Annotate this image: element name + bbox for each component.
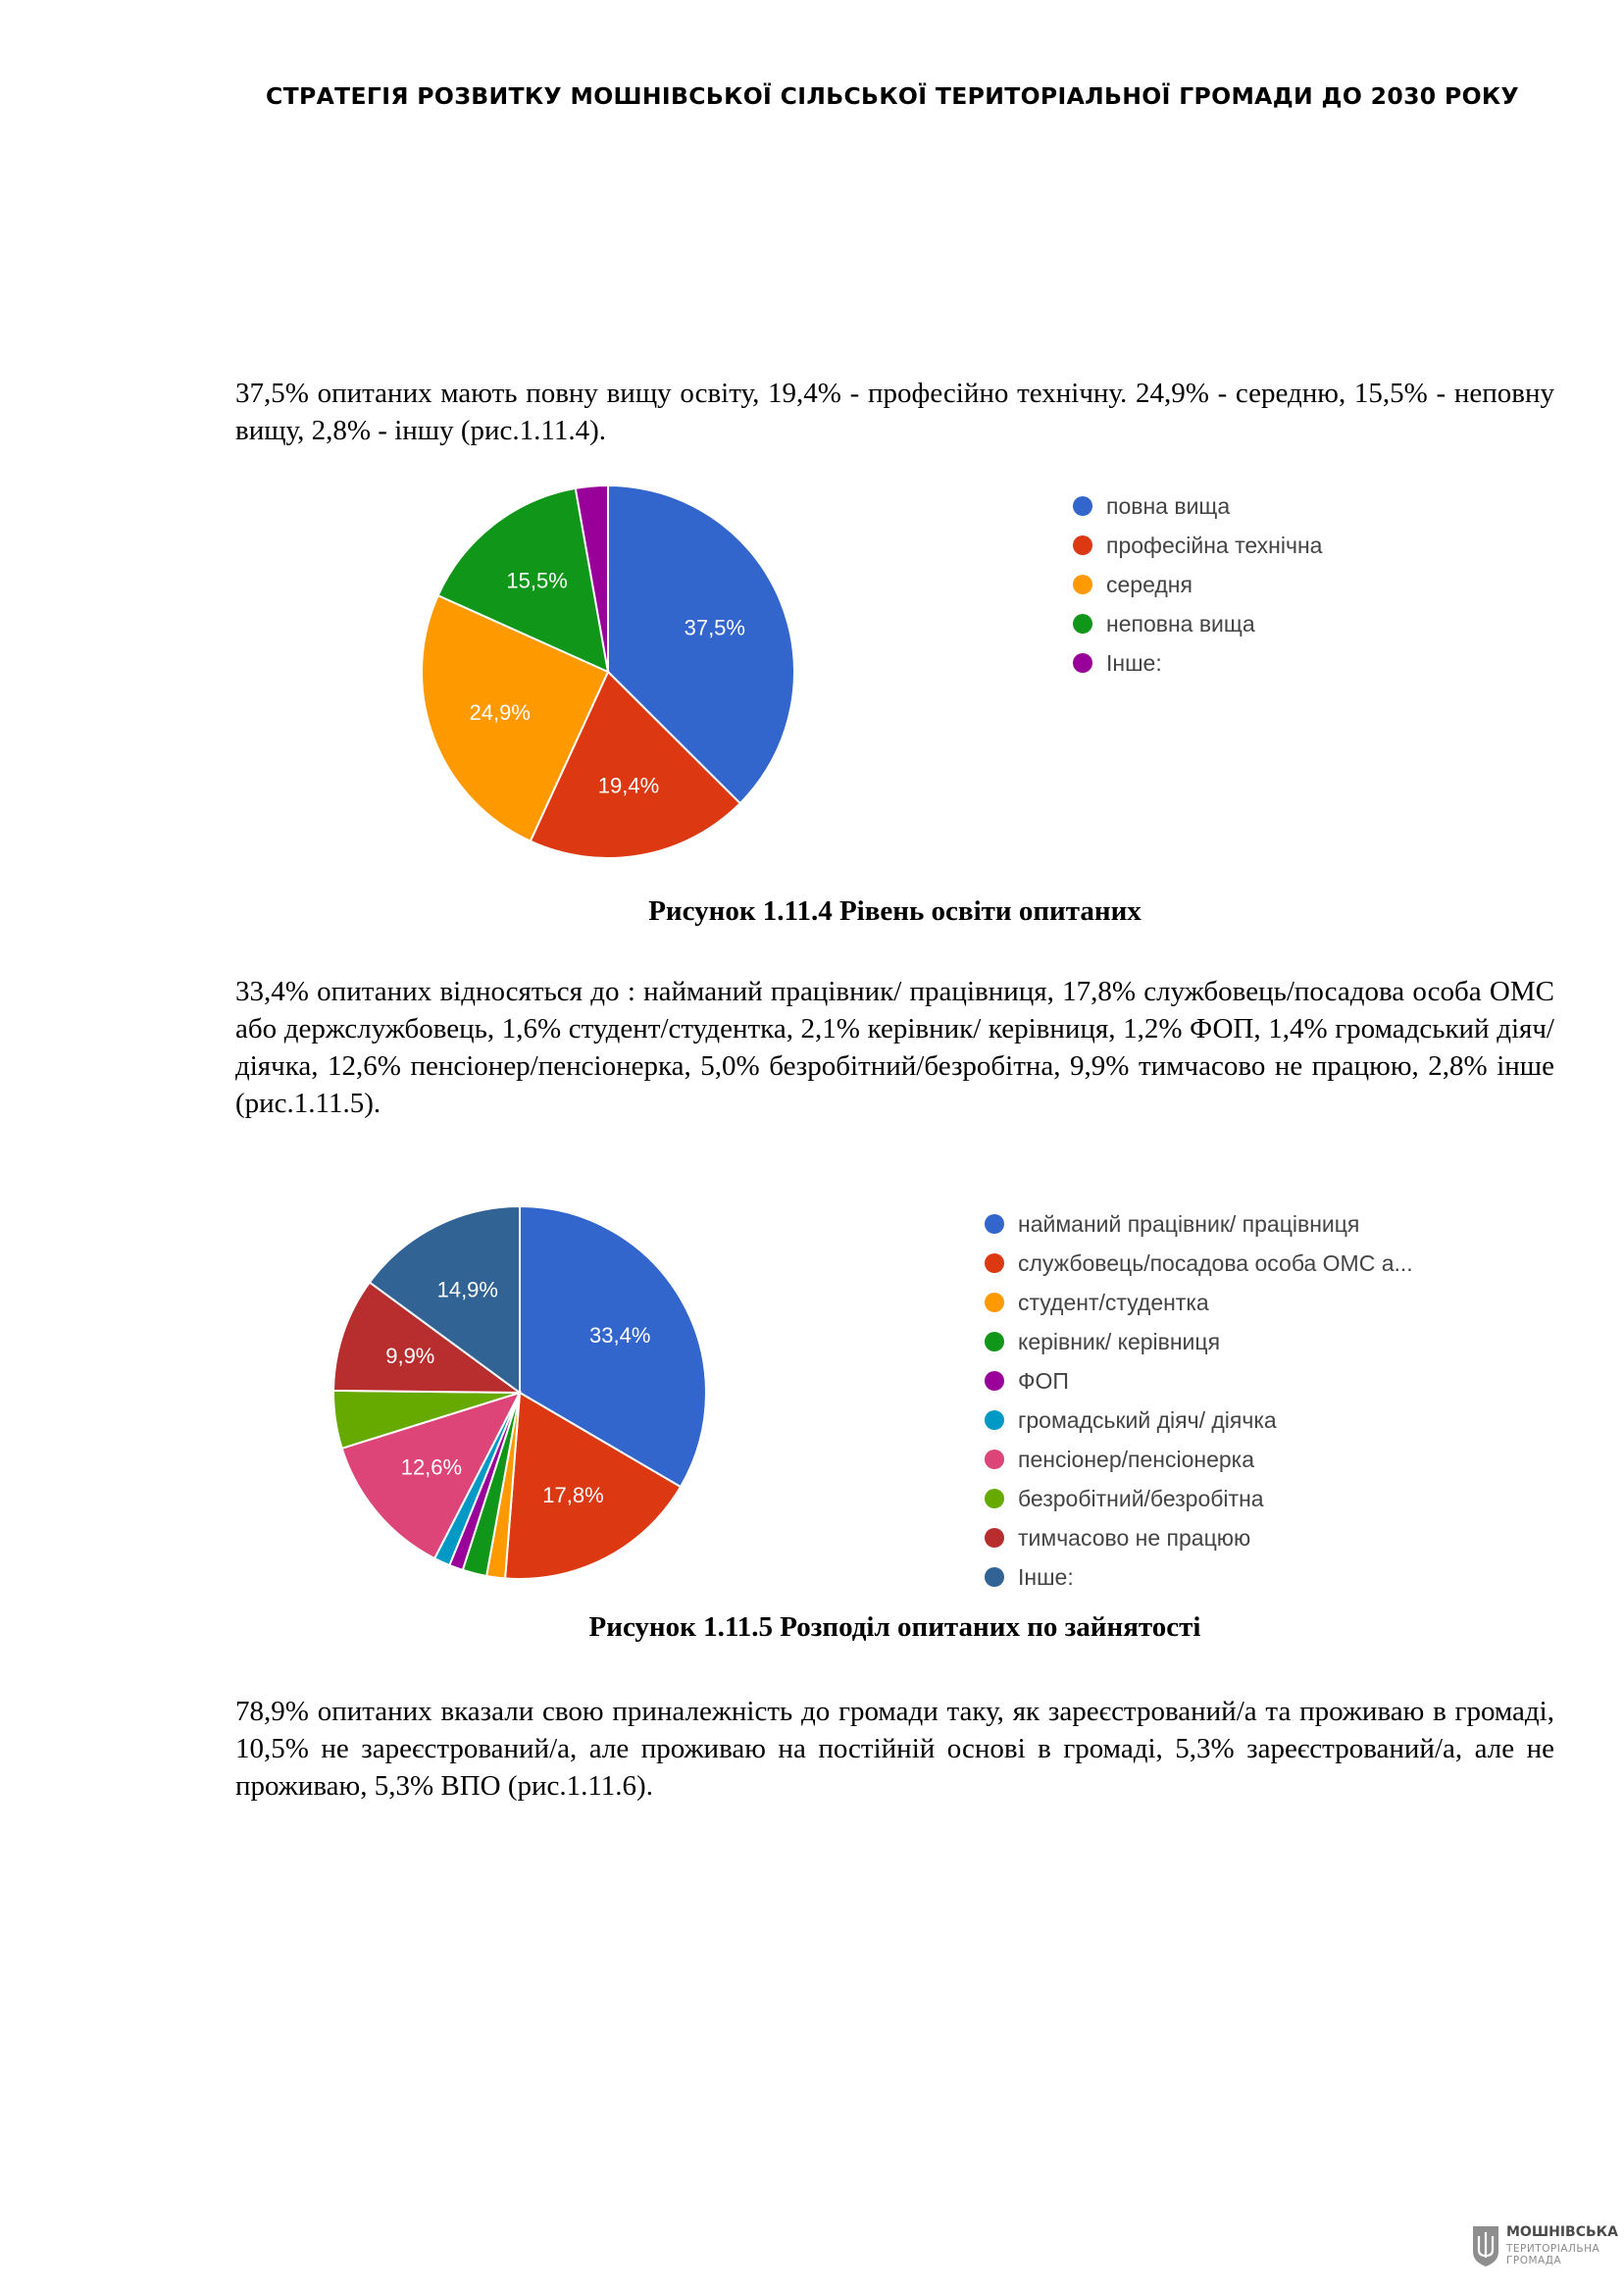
legend-swatch-0-2 xyxy=(1073,575,1092,594)
legend-label-1-3: керівник/ керівниця xyxy=(1018,1328,1221,1354)
legend-label-1-2: студент/студентка xyxy=(1018,1289,1209,1315)
legend-swatch-1-7 xyxy=(985,1489,1004,1508)
pie-data-label-0-2: 24,9% xyxy=(469,699,531,725)
legend-swatch-1-0 xyxy=(985,1214,1004,1234)
pie-data-label-1-6: 12,6% xyxy=(400,1454,463,1480)
legend-item-1-6 xyxy=(985,1440,1413,1479)
legend-label-1-6: пенсіонер/пенсіонерка xyxy=(1018,1446,1255,1472)
education-pie-chart xyxy=(412,476,804,868)
legend-swatch-1-8 xyxy=(985,1528,1004,1548)
legend-swatch-0-3 xyxy=(1073,614,1092,634)
legend-swatch-1-1 xyxy=(985,1253,1004,1273)
legend-label-1-1: службовець/посадова особа ОМС а... xyxy=(1018,1249,1413,1276)
legend-item-0-0 xyxy=(1073,486,1322,526)
page-header: СТРАТЕГІЯ РОЗВИТКУ МОШНІВСЬКОЇ СІЛЬСЬКОЇ ТЕРИТОРІАЛЬНОЇ ГРОМАДИ ДО 2030 РОКУ xyxy=(266,82,1519,110)
legend-item-0-1 xyxy=(1073,526,1322,565)
legend-swatch-0-0 xyxy=(1073,496,1092,516)
pie-data-label-0-3: 15,5% xyxy=(506,568,568,593)
legend-label-0-2: середня xyxy=(1106,571,1193,597)
legend-label-0-1: професійна технічна xyxy=(1106,532,1323,558)
legend-item-1-1 xyxy=(985,1244,1413,1283)
legend-item-1-7 xyxy=(985,1479,1413,1518)
pie-data-label-1-8: 9,9% xyxy=(385,1344,435,1369)
legend-swatch-1-9 xyxy=(985,1567,1004,1587)
employment-legend xyxy=(985,1204,1413,1597)
pie-data-label-1-0: 33,4% xyxy=(589,1322,651,1348)
pie-data-label-0-0: 37,5% xyxy=(684,615,745,640)
legend-label-1-8: тимчасово не працюю xyxy=(1018,1524,1251,1551)
legend-label-0-4: Інше: xyxy=(1106,649,1162,676)
legend-item-1-8 xyxy=(985,1518,1413,1557)
legend-item-1-2 xyxy=(985,1283,1413,1322)
legend-swatch-0-4 xyxy=(1073,653,1092,673)
legend-label-0-0: повна вища xyxy=(1106,492,1231,519)
legend-label-1-4: ФОП xyxy=(1018,1367,1069,1394)
legend-label-1-9: Інше: xyxy=(1018,1563,1074,1590)
legend-item-0-3 xyxy=(1073,604,1322,643)
legend-swatch-1-5 xyxy=(985,1410,1004,1430)
education-legend xyxy=(1073,486,1322,683)
legend-swatch-1-6 xyxy=(985,1450,1004,1469)
employment-pie-chart xyxy=(324,1197,716,1589)
community-logo xyxy=(1471,2221,1618,2270)
trident-emblem-icon xyxy=(1471,2224,1500,2267)
paragraph-education: 37,5% опитаних мають повну вищу освіту, 19,4% - професійно технічну. 24,9% - середню, 15,5% - неповну вищу, 2,8% - іншу (рис.1.11.4). xyxy=(235,378,1554,446)
pie-data-label-1-1: 17,8% xyxy=(542,1482,604,1507)
pie-data-label-1-9: 14,9% xyxy=(436,1277,498,1302)
legend-item-0-2 xyxy=(1073,565,1322,604)
pie-data-label-0-1: 19,4% xyxy=(597,773,660,798)
legend-item-1-0 xyxy=(985,1204,1413,1244)
paragraph-registration: 78,9% опитаних вказали свою приналежність до громади таку, як зареєстрований/а та проживаю в громаді, 10,5% не зареєстрований/а, але проживаю на постійній основі в громаді, 5,3% зареєстрований/а, але не проживаю, 5,3% ВПО (рис.1.11.6). xyxy=(235,1696,1554,1802)
logo-subtitle-1: ТЕРИТОРІАЛЬНА xyxy=(1506,2243,1600,2255)
logo-title: МОШНІВСЬКА xyxy=(1506,2224,1618,2240)
legend-item-1-5 xyxy=(985,1401,1413,1440)
logo-subtitle-2: ГРОМАДА xyxy=(1506,2255,1562,2267)
legend-label-1-7: безробітний/безробітна xyxy=(1018,1485,1264,1511)
figure-caption-1-11-4: Рисунок 1.11.4 Рівень освіти опитаних xyxy=(648,895,1142,927)
legend-item-1-3 xyxy=(985,1322,1413,1361)
paragraph-employment: 33,4% опитаних відносяться до : найманий працівник/ працівниця, 17,8% службовець/посадова особа ОМС або держслужбовець, 1,6% студент/студентка, 2,1% керівник/ керівниця, 1,2% ФОП, 1,4% громадський діяч/ діячка, 12,6% пенсіонер/пенсіонерка, 5,0% безробітний/безробітна, 9,9% тимчасово не працюю, 2,8% інше (рис.1.11.5). xyxy=(235,976,1554,1119)
legend-item-0-4 xyxy=(1073,643,1322,683)
legend-label-0-3: неповна вища xyxy=(1106,610,1255,637)
legend-swatch-0-1 xyxy=(1073,535,1092,555)
figure-caption-1-11-5: Рисунок 1.11.5 Розподіл опитаних по зайнятості xyxy=(588,1611,1201,1643)
legend-item-1-9 xyxy=(985,1557,1413,1597)
legend-label-1-0: найманий працівник/ працівниця xyxy=(1018,1210,1360,1237)
legend-label-1-5: громадський діяч/ діячка xyxy=(1018,1406,1277,1433)
legend-swatch-1-3 xyxy=(985,1332,1004,1351)
legend-swatch-1-2 xyxy=(985,1293,1004,1312)
legend-item-1-4 xyxy=(985,1361,1413,1401)
legend-swatch-1-4 xyxy=(985,1371,1004,1391)
